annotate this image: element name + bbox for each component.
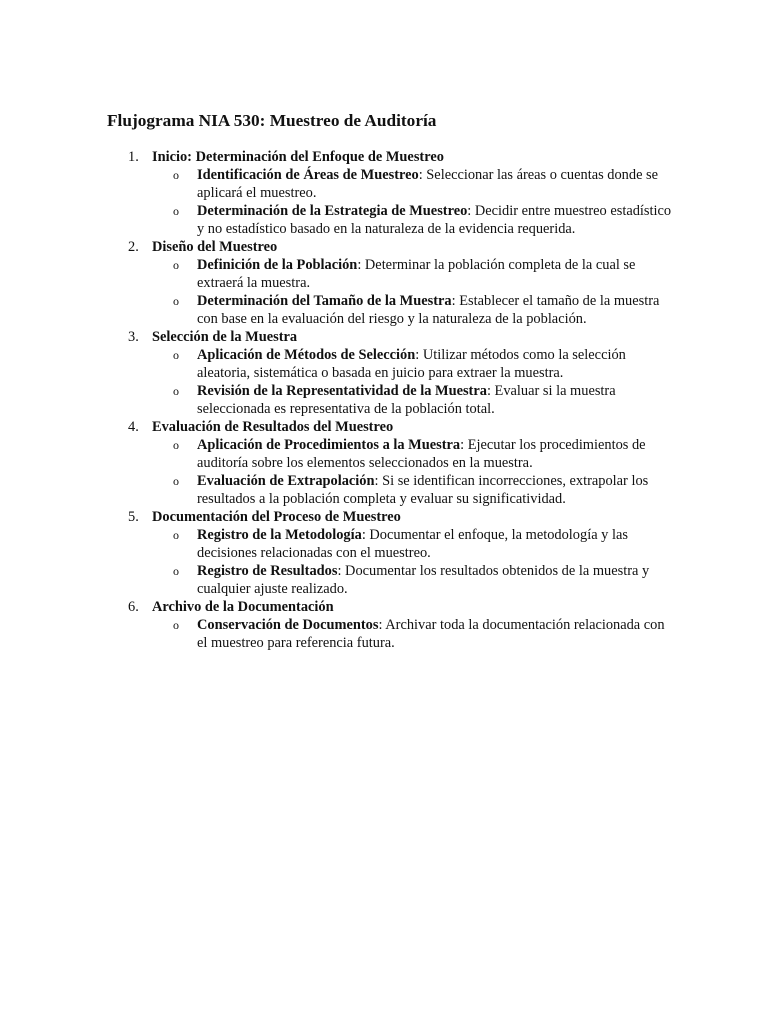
sub-item [152, 436, 677, 472]
circle-bullet-icon: o [173, 294, 179, 308]
sub-item-term: Revisión de la Representatividad de la Muestra [197, 383, 487, 399]
sub-item-term: Aplicación de Procedimientos a la Muestra [197, 437, 461, 453]
sub-item-text: : Seleccionar las áreas o cuentas donde se aplicará el muestreo. [197, 167, 659, 201]
sub-item [152, 202, 677, 238]
sub-item-term: Evaluación de Extrapolación [197, 473, 375, 489]
circle-bullet-icon: o [173, 168, 179, 182]
sub-item [152, 292, 677, 328]
section-item [107, 148, 677, 238]
section-title: Selección de la Muestra [152, 329, 298, 345]
sub-item-text: : Archivar toda la documentación relacionada con el muestreo para referencia futura. [197, 617, 665, 651]
section-item [107, 418, 677, 508]
section-title: Evaluación de Resultados del Muestreo [152, 419, 394, 435]
page-title: Flujograma NIA 530: Muestreo de Auditoría [107, 111, 437, 130]
section-item [107, 238, 677, 328]
section-number: 1. [128, 149, 139, 165]
section-number: 2. [128, 239, 139, 255]
sub-list [152, 256, 677, 328]
section-number: 6. [128, 599, 139, 615]
section-list [107, 148, 677, 652]
circle-bullet-icon: o [173, 474, 179, 488]
sub-list [152, 616, 677, 652]
section-number: 4. [128, 419, 139, 435]
sub-item-term: Conservación de Documentos [197, 617, 379, 633]
circle-bullet-icon: o [173, 528, 179, 542]
section-number: 3. [128, 329, 139, 345]
circle-bullet-icon: o [173, 258, 179, 272]
sub-item [152, 562, 677, 598]
sub-item-term: Determinación del Tamaño de la Muestra [197, 293, 452, 309]
section-title: Archivo de la Documentación [152, 599, 334, 615]
sub-item [152, 526, 677, 562]
section-item [107, 598, 677, 652]
circle-bullet-icon: o [173, 384, 179, 398]
sub-item [152, 346, 677, 382]
sub-item-text: : Documentar los resultados obtenidos de la muestra y cualquier ajuste realizado. [197, 563, 650, 597]
circle-bullet-icon: o [173, 564, 179, 578]
sub-item-text: : Determinar la población completa de la cual se extraerá la muestra. [197, 257, 636, 291]
sub-item-term: Registro de la Metodología [197, 527, 362, 543]
sub-item-text: : Utilizar métodos como la selección aleatoria, sistemática o basada en juicio para extraer la muestra. [197, 347, 626, 381]
circle-bullet-icon: o [173, 348, 179, 362]
sub-list [152, 526, 677, 598]
section-title: Diseño del Muestreo [152, 239, 278, 255]
sub-list [152, 166, 677, 238]
section-title: Inicio: Determinación del Enfoque de Muestreo [152, 149, 444, 165]
section-number: 5. [128, 509, 139, 525]
sub-item [152, 472, 677, 508]
sub-item-text: : Ejecutar los procedimientos de auditoría sobre los elementos seleccionados en la muestra. [197, 437, 646, 471]
sub-item-term: Aplicación de Métodos de Selección [197, 347, 416, 363]
sub-list [152, 346, 677, 418]
sub-item-text: : Decidir entre muestreo estadístico y no estadístico basado en la naturaleza de la evidencia requerida. [197, 203, 672, 237]
circle-bullet-icon: o [173, 204, 179, 218]
section-item [107, 328, 677, 418]
sub-item-text: : Establecer el tamaño de la muestra con base en la evaluación del riesgo y la naturaleza de la población. [197, 293, 660, 327]
sub-item [152, 382, 677, 418]
sub-list [152, 436, 677, 508]
sub-item-text: : Si se identifican incorrecciones, extrapolar los resultados a la población completa y evaluar su significatividad. [197, 473, 649, 507]
sub-item-term: Identificación de Áreas de Muestreo [197, 167, 419, 183]
sub-item-term: Registro de Resultados [197, 563, 338, 579]
section-item [107, 508, 677, 598]
sub-item-term: Determinación de la Estrategia de Muestreo [197, 203, 468, 219]
sub-item [152, 616, 677, 652]
circle-bullet-icon: o [173, 618, 179, 632]
circle-bullet-icon: o [173, 438, 179, 452]
sub-item-text: : Documentar el enfoque, la metodología y las decisiones relacionadas con el muestreo. [197, 527, 628, 561]
sub-item-term: Definición de la Población [197, 257, 358, 273]
sub-item [152, 166, 677, 202]
sub-item [152, 256, 677, 292]
sub-item-text: : Evaluar si la muestra seleccionada es representativa de la población total. [197, 383, 616, 417]
section-title: Documentación del Proceso de Muestreo [152, 509, 401, 525]
